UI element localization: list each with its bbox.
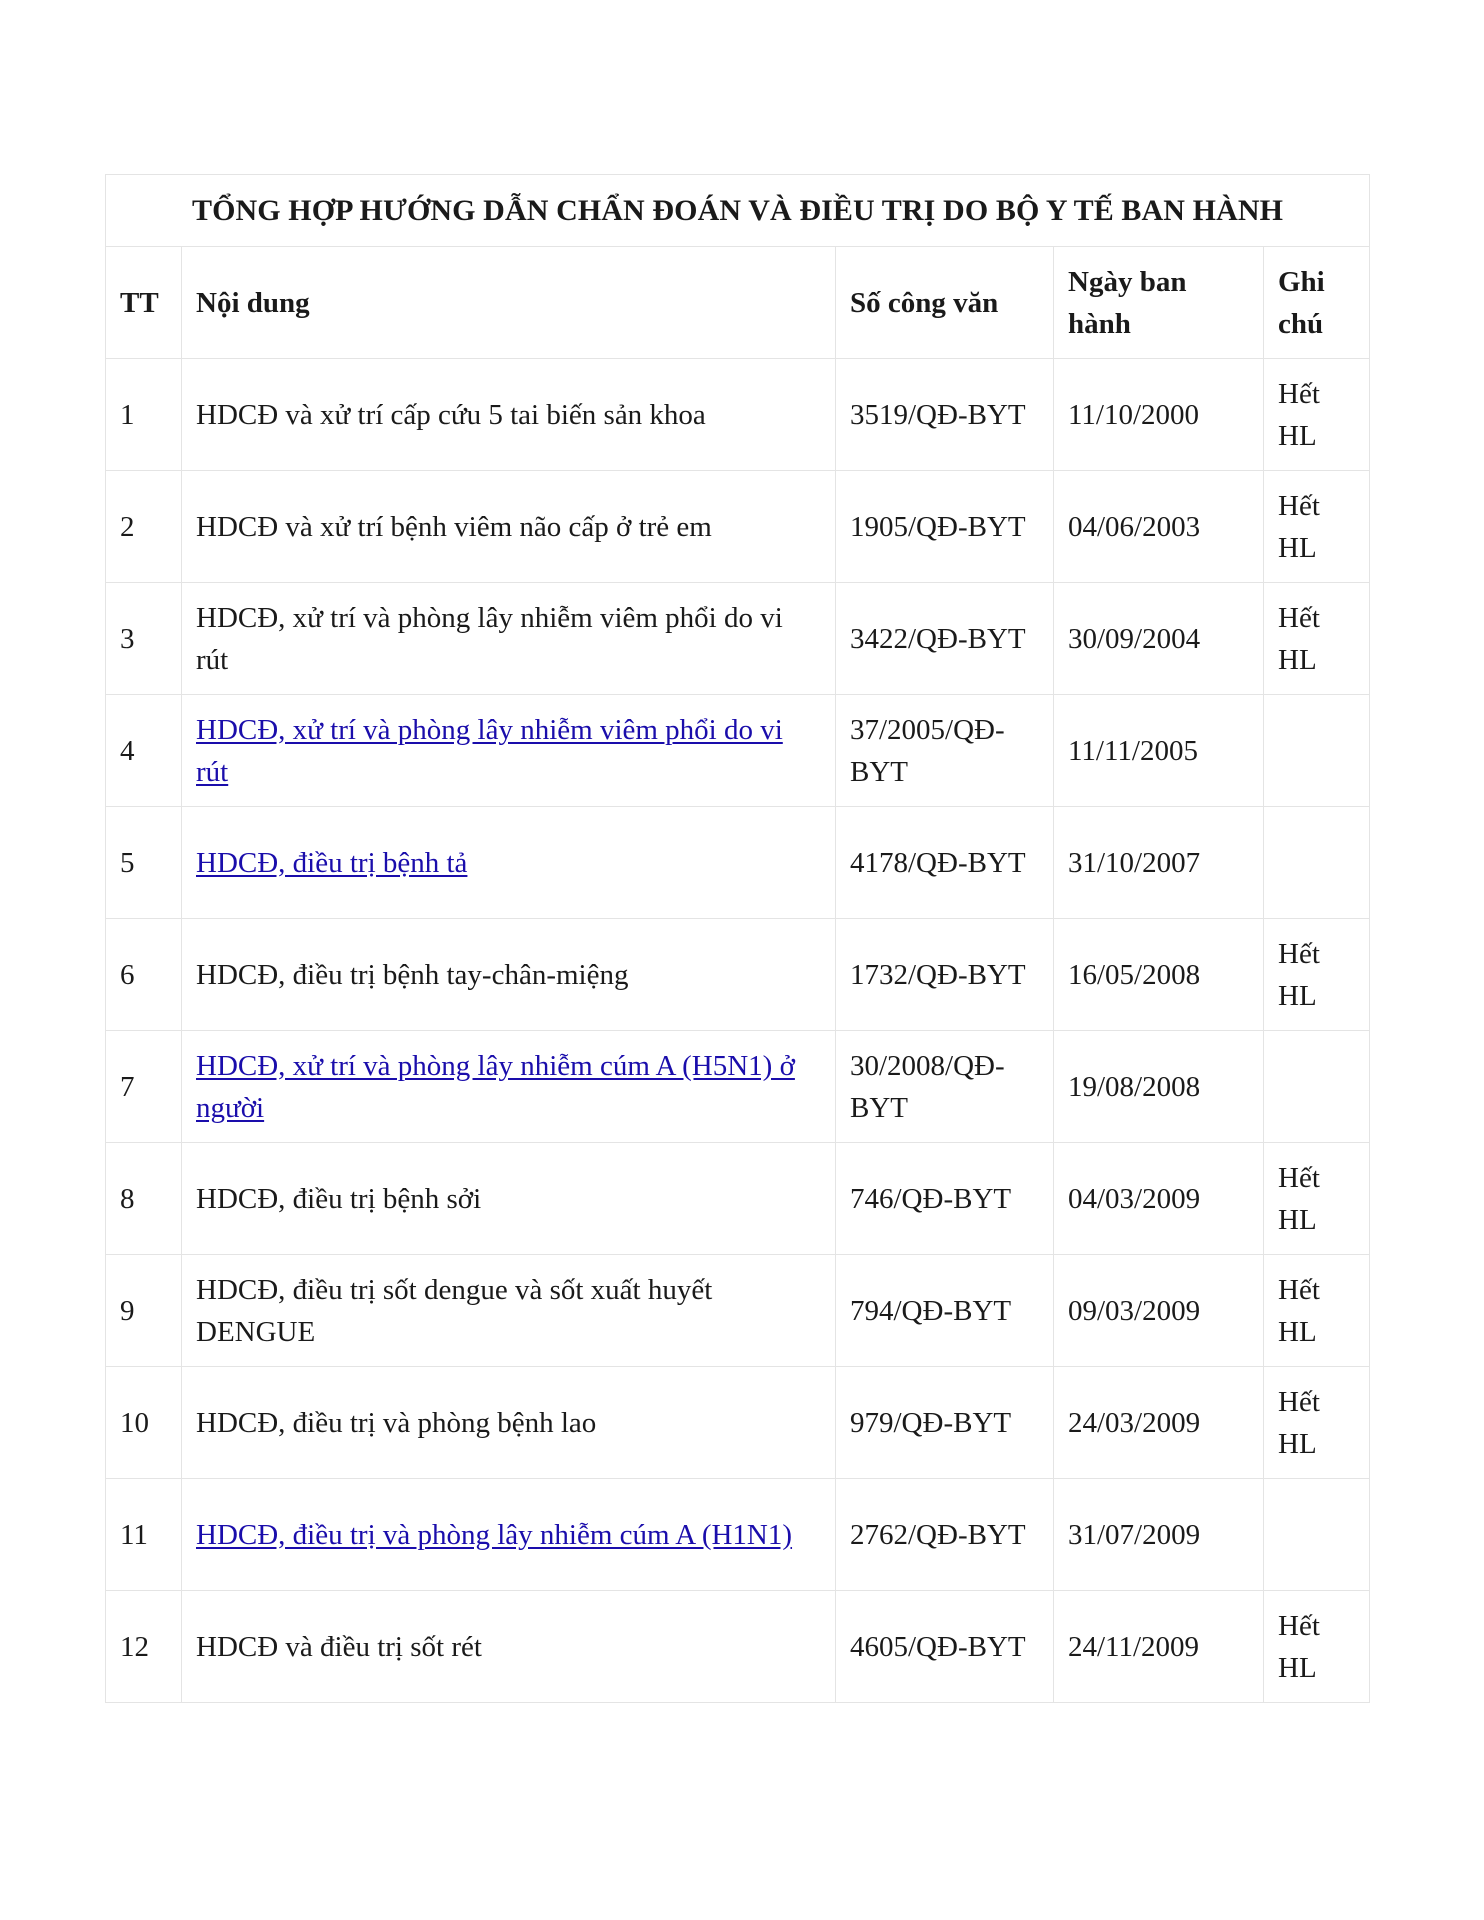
row-issue-date: 30/09/2004 (1054, 583, 1264, 695)
table-row (106, 1479, 1370, 1591)
row-issue-date: 11/11/2005 (1054, 695, 1264, 807)
table-row (106, 471, 1370, 583)
table-row (106, 1143, 1370, 1255)
guideline-link[interactable]: HDCĐ, điều trị bệnh tả (196, 846, 468, 879)
row-document-number: 4178/QĐ-BYT (836, 807, 1054, 919)
table-row (106, 583, 1370, 695)
table-row (106, 1255, 1370, 1367)
table-row (106, 1591, 1370, 1703)
row-content (182, 807, 836, 919)
row-document-number: 1905/QĐ-BYT (836, 471, 1054, 583)
row-issue-date: 19/08/2008 (1054, 1031, 1264, 1143)
guideline-link[interactable]: HDCĐ, điều trị và phòng lây nhiễm cúm A (H1N1) (196, 1518, 793, 1551)
column-header-note: Ghi chú (1264, 247, 1370, 359)
row-number: 6 (106, 919, 182, 1031)
row-content: HDCĐ, điều trị bệnh sởi (182, 1143, 836, 1255)
row-note (1264, 807, 1370, 919)
row-number: 4 (106, 695, 182, 807)
row-note (1264, 695, 1370, 807)
row-number: 12 (106, 1591, 182, 1703)
column-header-tt: TT (106, 247, 182, 359)
row-content: HDCĐ và xử trí bệnh viêm não cấp ở trẻ em (182, 471, 836, 583)
row-number: 1 (106, 359, 182, 471)
row-issue-date: 04/06/2003 (1054, 471, 1264, 583)
table-row (106, 807, 1370, 919)
row-note: Hết HL (1264, 1367, 1370, 1479)
table-title-row (106, 175, 1370, 247)
row-issue-date: 31/10/2007 (1054, 807, 1264, 919)
row-note: Hết HL (1264, 583, 1370, 695)
row-note: Hết HL (1264, 1591, 1370, 1703)
row-content: HDCĐ và điều trị sốt rét (182, 1591, 836, 1703)
row-content: HDCĐ, điều trị sốt dengue và sốt xuất huyết DENGUE (182, 1255, 836, 1367)
row-issue-date: 24/11/2009 (1054, 1591, 1264, 1703)
row-number: 10 (106, 1367, 182, 1479)
row-number: 7 (106, 1031, 182, 1143)
row-document-number: 2762/QĐ-BYT (836, 1479, 1054, 1591)
row-document-number: 746/QĐ-BYT (836, 1143, 1054, 1255)
row-document-number: 3422/QĐ-BYT (836, 583, 1054, 695)
row-issue-date: 04/03/2009 (1054, 1143, 1264, 1255)
row-number: 9 (106, 1255, 182, 1367)
row-content: HDCĐ và xử trí cấp cứu 5 tai biến sản khoa (182, 359, 836, 471)
page-title: TỔNG HỢP HƯỚNG DẪN CHẨN ĐOÁN VÀ ĐIỀU TRỊ DO BỘ Y TẾ BAN HÀNH (106, 175, 1370, 247)
row-note: Hết HL (1264, 359, 1370, 471)
row-content: HDCĐ, xử trí và phòng lây nhiễm viêm phổi do vi rút (182, 583, 836, 695)
row-document-number: 37/2005/QĐ-BYT (836, 695, 1054, 807)
row-document-number: 3519/QĐ-BYT (836, 359, 1054, 471)
row-number: 2 (106, 471, 182, 583)
row-document-number: 4605/QĐ-BYT (836, 1591, 1054, 1703)
row-issue-date: 24/03/2009 (1054, 1367, 1264, 1479)
column-header-number: Số công văn (836, 247, 1054, 359)
row-note: Hết HL (1264, 1255, 1370, 1367)
guidelines-table (105, 174, 1370, 1703)
guideline-link[interactable]: HDCĐ, xử trí và phòng lây nhiễm viêm phổi do vi rút (196, 713, 783, 788)
table-header-row (106, 247, 1370, 359)
row-number: 5 (106, 807, 182, 919)
table-row (106, 1367, 1370, 1479)
row-note: Hết HL (1264, 919, 1370, 1031)
row-issue-date: 16/05/2008 (1054, 919, 1264, 1031)
table-row (106, 919, 1370, 1031)
row-content (182, 1031, 836, 1143)
row-number: 3 (106, 583, 182, 695)
row-document-number: 794/QĐ-BYT (836, 1255, 1054, 1367)
row-number: 8 (106, 1143, 182, 1255)
row-content: HDCĐ, điều trị bệnh tay-chân-miệng (182, 919, 836, 1031)
row-document-number: 30/2008/QĐ-BYT (836, 1031, 1054, 1143)
row-issue-date: 11/10/2000 (1054, 359, 1264, 471)
row-issue-date: 09/03/2009 (1054, 1255, 1264, 1367)
row-content (182, 695, 836, 807)
column-header-date: Ngày ban hành (1054, 247, 1264, 359)
guideline-link[interactable]: HDCĐ, xử trí và phòng lây nhiễm cúm A (H5N1) ở người (196, 1049, 795, 1124)
row-note: Hết HL (1264, 471, 1370, 583)
table-row (106, 695, 1370, 807)
row-document-number: 1732/QĐ-BYT (836, 919, 1054, 1031)
row-issue-date: 31/07/2009 (1054, 1479, 1264, 1591)
row-number: 11 (106, 1479, 182, 1591)
row-content: HDCĐ, điều trị và phòng bệnh lao (182, 1367, 836, 1479)
row-content (182, 1479, 836, 1591)
row-note: Hết HL (1264, 1143, 1370, 1255)
table-row (106, 1031, 1370, 1143)
row-note (1264, 1479, 1370, 1591)
row-note (1264, 1031, 1370, 1143)
column-header-content: Nội dung (182, 247, 836, 359)
row-document-number: 979/QĐ-BYT (836, 1367, 1054, 1479)
table-row (106, 359, 1370, 471)
